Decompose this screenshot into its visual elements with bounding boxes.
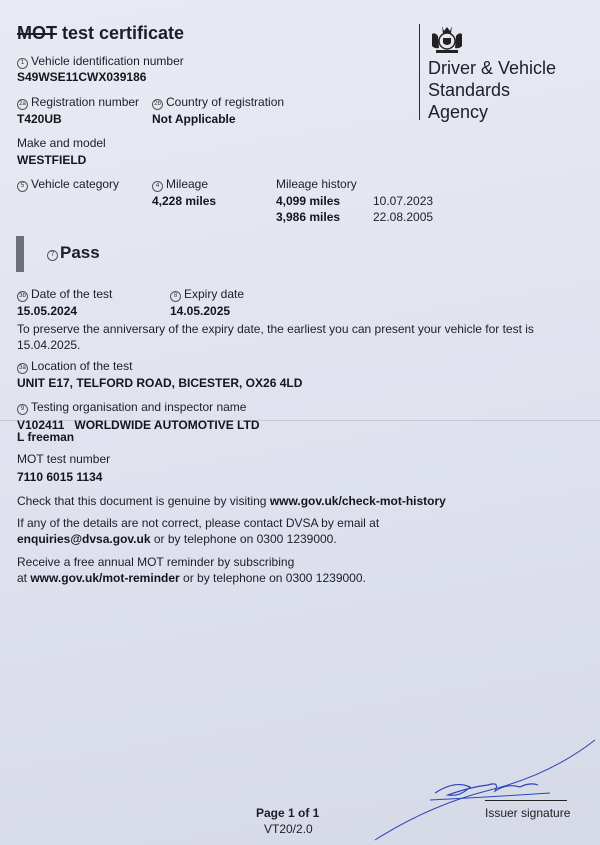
field-number: 2b: [152, 99, 163, 110]
field-number: 7: [47, 250, 58, 261]
result-marker: [16, 236, 24, 272]
test-number-label: MOT test number: [17, 452, 111, 466]
test-result: Pass: [60, 243, 100, 262]
expiry-date-value: 14.05.2025: [170, 304, 231, 318]
field-number: 4: [152, 181, 163, 192]
reminder-text: Receive a free annual MOT reminder by subscribing at www.gov.uk/mot-reminder or by telephone on 0300 1239000.: [17, 555, 366, 585]
header-divider: [419, 24, 420, 120]
organisation-value: V102411 WORLDWIDE AUTOMOTIVE LTD: [17, 418, 260, 432]
field-number: 2a: [17, 99, 28, 110]
field-number: 1: [17, 58, 28, 69]
country-label: 2b Country of registration: [152, 95, 284, 110]
title-rest: test certificate: [57, 23, 185, 43]
anniversary-line-2: 15.04.2025.: [17, 338, 81, 352]
expiry-date-label: 8 Expiry date: [170, 287, 244, 302]
inspector-name: L freeman: [17, 430, 75, 444]
field-number: 9: [17, 404, 28, 415]
field-number: 3b: [17, 291, 28, 302]
mileage-label: 4 Mileage: [152, 177, 208, 192]
check-mot-history-link[interactable]: www.gov.uk/check-mot-history: [269, 494, 446, 508]
test-number-value: 7110 6015 1134: [17, 470, 103, 484]
anniversary-note: [17, 321, 587, 353]
field-number: 8: [170, 291, 181, 302]
royal-crest-icon: [428, 22, 466, 54]
registration-value: T420UB: [17, 112, 62, 126]
mileage-history-date-2: 22.08.2005: [373, 210, 434, 224]
page-number: Page 1 of 1: [256, 806, 320, 820]
agency-line-2: Standards: [428, 80, 511, 100]
mileage-history-date-1: 10.07.2023: [373, 194, 434, 208]
issuer-signature-label: Issuer signature: [485, 806, 571, 820]
test-date-label: 3b Date of the test: [17, 287, 112, 302]
mileage-history-miles-1: 4,099 miles: [276, 194, 341, 208]
mileage-value: 4,228 miles: [152, 194, 217, 208]
genuine-check-text: Check that this document is genuine by visiting www.gov.uk/check-mot-history: [17, 494, 446, 508]
field-number: 5: [17, 181, 28, 192]
field-number: 3a: [17, 363, 28, 374]
country-value: Not Applicable: [152, 112, 236, 126]
anniversary-line-1: To preserve the anniversary of the expiry date, the earliest you can present your vehicle for test is: [17, 322, 534, 336]
agency-line-1: Driver & Vehicle: [428, 58, 557, 78]
mileage-history-label: Mileage history: [276, 177, 357, 191]
vin-value: S49WSE11CWX039186: [17, 70, 147, 84]
contact-text: If any of the details are not correct, please contact DVSA by email at enquiries@dvsa.gov.uk or by telephone on 0300 1239000.: [17, 516, 380, 546]
mot-reminder-link[interactable]: www.gov.uk/mot-reminder: [30, 571, 180, 585]
certificate-title: [17, 23, 184, 44]
dvsa-email-link[interactable]: enquiries@dvsa.gov.uk: [17, 532, 151, 546]
agency-line-3: Agency: [428, 102, 489, 122]
registration-label: 2a Registration number: [17, 95, 139, 110]
agency-name: [428, 57, 556, 123]
form-code: VT20/2.0: [264, 822, 313, 836]
location-value: UNIT E17, TELFORD ROAD, BICESTER, OX26 4LD: [17, 376, 303, 390]
organisation-label: 9 Testing organisation and inspector name: [17, 400, 246, 415]
location-label: 3a Location of the test: [17, 359, 132, 374]
make-model-label: Make and model: [17, 136, 106, 150]
title-mot: MOT: [17, 23, 57, 43]
mileage-history-miles-2: 3,986 miles: [276, 210, 341, 224]
test-date-value: 15.05.2024: [17, 304, 78, 318]
paper-fold: [0, 420, 600, 421]
vin-label: 1 Vehicle identification number: [17, 54, 184, 69]
make-model-value: WESTFIELD: [17, 153, 87, 167]
signature-line: [485, 800, 567, 801]
issuer-signature: [370, 735, 600, 845]
vehicle-category-label: 5 Vehicle category: [17, 177, 119, 192]
